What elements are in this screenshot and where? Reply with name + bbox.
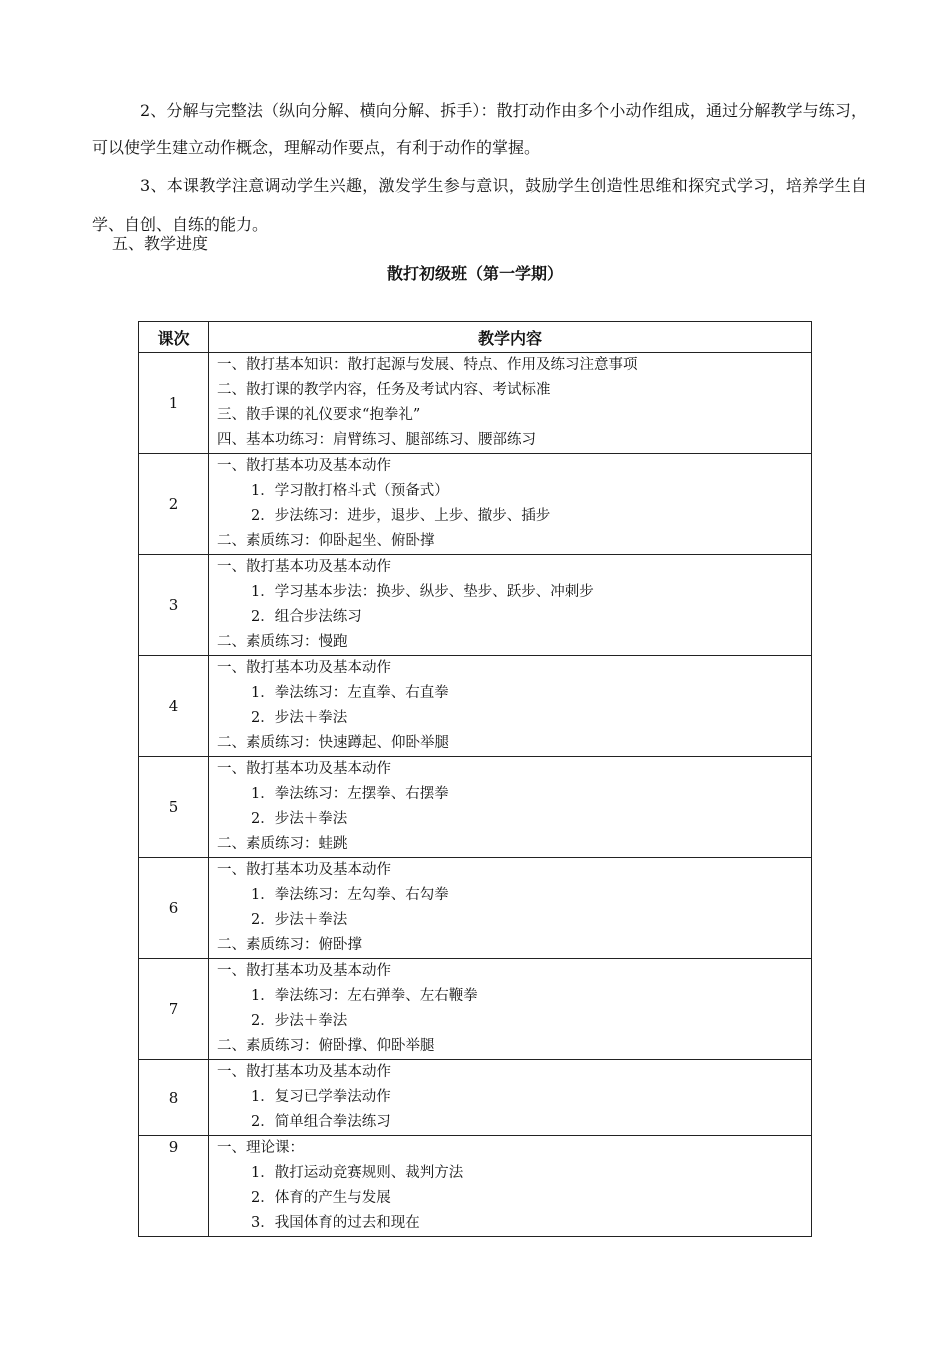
content-line: 1．拳法练习：左摆拳、右摆拳 bbox=[251, 786, 449, 802]
table-row bbox=[139, 353, 812, 454]
lesson-content bbox=[209, 656, 812, 757]
content-line: 二、素质练习：慢跑 bbox=[217, 634, 348, 650]
content-line: 二、素质练习：快速蹲起、仰卧举腿 bbox=[217, 735, 449, 751]
content-line: 1．复习已学拳法动作 bbox=[251, 1089, 391, 1105]
lesson-content bbox=[209, 1136, 812, 1237]
content-line: 一、散打基本功及基本动作 bbox=[217, 761, 391, 777]
schedule-body bbox=[139, 353, 812, 1237]
lesson-number: 8 bbox=[139, 1060, 209, 1136]
header-content: 教学内容 bbox=[209, 322, 812, 353]
content-line: 3．我国体育的过去和现在 bbox=[251, 1215, 420, 1231]
table-row bbox=[139, 454, 812, 555]
content-line: 一、散打基本功及基本动作 bbox=[217, 963, 391, 979]
content-line: 2．步法＋拳法 bbox=[251, 912, 348, 928]
table-row bbox=[139, 1060, 812, 1136]
section-heading: 五、教学进度 bbox=[112, 234, 209, 253]
content-line: 2．步法＋拳法 bbox=[251, 811, 348, 827]
lesson-number: 6 bbox=[139, 858, 209, 959]
lesson-content bbox=[209, 555, 812, 656]
content-line: 2．体育的产生与发展 bbox=[251, 1190, 391, 1206]
content-line: 二、散打课的教学内容，任务及考试内容、考试标准 bbox=[217, 382, 551, 398]
lesson-content bbox=[209, 1060, 812, 1136]
paragraph-method-decomposition: 2、分解与完整法（纵向分解、横向分解、拆手）：散打动作由多个小动作组成，通过分解教学与练习，可以使学生建立动作概念，理解动作要点，有利于动作的掌握。 bbox=[92, 101, 867, 157]
table-title: 散打初级班（第一学期） bbox=[386, 264, 563, 283]
table-row bbox=[139, 1136, 812, 1237]
lesson-number: 7 bbox=[139, 959, 209, 1060]
content-line: 一、散打基本功及基本动作 bbox=[217, 458, 391, 474]
paragraph-interest-note: 3、本课教学注意调动学生兴趣，激发学生参与意识，鼓励学生创造性思维和探究式学习，培养学生自学、自创、自练的能力。 bbox=[92, 176, 867, 234]
lesson-number: 3 bbox=[139, 555, 209, 656]
content-line: 2．组合步法练习 bbox=[251, 609, 362, 625]
content-line: 一、散打基本功及基本动作 bbox=[217, 1064, 391, 1080]
content-line: 1．学习基本步法：换步、纵步、垫步、跃步、冲刺步 bbox=[251, 584, 594, 600]
content-line: 1．拳法练习：左右弹拳、左右鞭拳 bbox=[251, 988, 478, 1004]
content-line: 1．拳法练习：左勾拳、右勾拳 bbox=[251, 887, 449, 903]
lesson-number: 2 bbox=[139, 454, 209, 555]
content-line: 四、基本功练习：肩臂练习、腿部练习、腰部练习 bbox=[217, 432, 536, 448]
lesson-content bbox=[209, 858, 812, 959]
table-row bbox=[139, 656, 812, 757]
schedule-table bbox=[138, 321, 812, 1237]
content-line: 一、散打基本知识：散打起源与发展、特点、作用及练习注意事项 bbox=[217, 357, 638, 373]
content-line: 一、散打基本功及基本动作 bbox=[217, 862, 391, 878]
table-header-row bbox=[139, 322, 812, 353]
table-row bbox=[139, 555, 812, 656]
content-line: 一、散打基本功及基本动作 bbox=[217, 559, 391, 575]
lesson-content bbox=[209, 959, 812, 1060]
content-line: 二、素质练习：仰卧起坐、俯卧撑 bbox=[217, 533, 435, 549]
content-line: 1．学习散打格斗式（预备式） bbox=[251, 483, 449, 499]
content-line: 2．步法练习：进步，退步、上步、撤步、插步 bbox=[251, 508, 551, 524]
content-line: 二、素质练习：俯卧撑、仰卧举腿 bbox=[217, 1038, 435, 1054]
content-line: 2．简单组合拳法练习 bbox=[251, 1114, 391, 1130]
content-line: 1．散打运动竞赛规则、裁判方法 bbox=[251, 1165, 464, 1181]
lesson-content bbox=[209, 757, 812, 858]
content-line: 2．步法＋拳法 bbox=[251, 710, 348, 726]
content-line: 二、素质练习：蛙跳 bbox=[217, 836, 348, 852]
content-line: 2．步法＋拳法 bbox=[251, 1013, 348, 1029]
content-line: 二、素质练习：俯卧撑 bbox=[217, 937, 362, 953]
content-line: 三、散手课的礼仪要求“抱拳礼” bbox=[217, 407, 421, 423]
content-line: 一、散打基本功及基本动作 bbox=[217, 660, 391, 676]
lesson-number: 4 bbox=[139, 656, 209, 757]
lesson-number: 5 bbox=[139, 757, 209, 858]
table-row bbox=[139, 858, 812, 959]
table-row bbox=[139, 757, 812, 858]
lesson-content bbox=[209, 454, 812, 555]
lesson-number: 1 bbox=[139, 353, 209, 454]
content-line: 1．拳法练习：左直拳、右直拳 bbox=[251, 685, 449, 701]
lesson-content bbox=[209, 353, 812, 454]
table-row bbox=[139, 959, 812, 1060]
content-line: 一、理论课： bbox=[217, 1140, 304, 1156]
lesson-number: 9 bbox=[139, 1136, 209, 1237]
header-lesson: 课次 bbox=[139, 322, 209, 353]
